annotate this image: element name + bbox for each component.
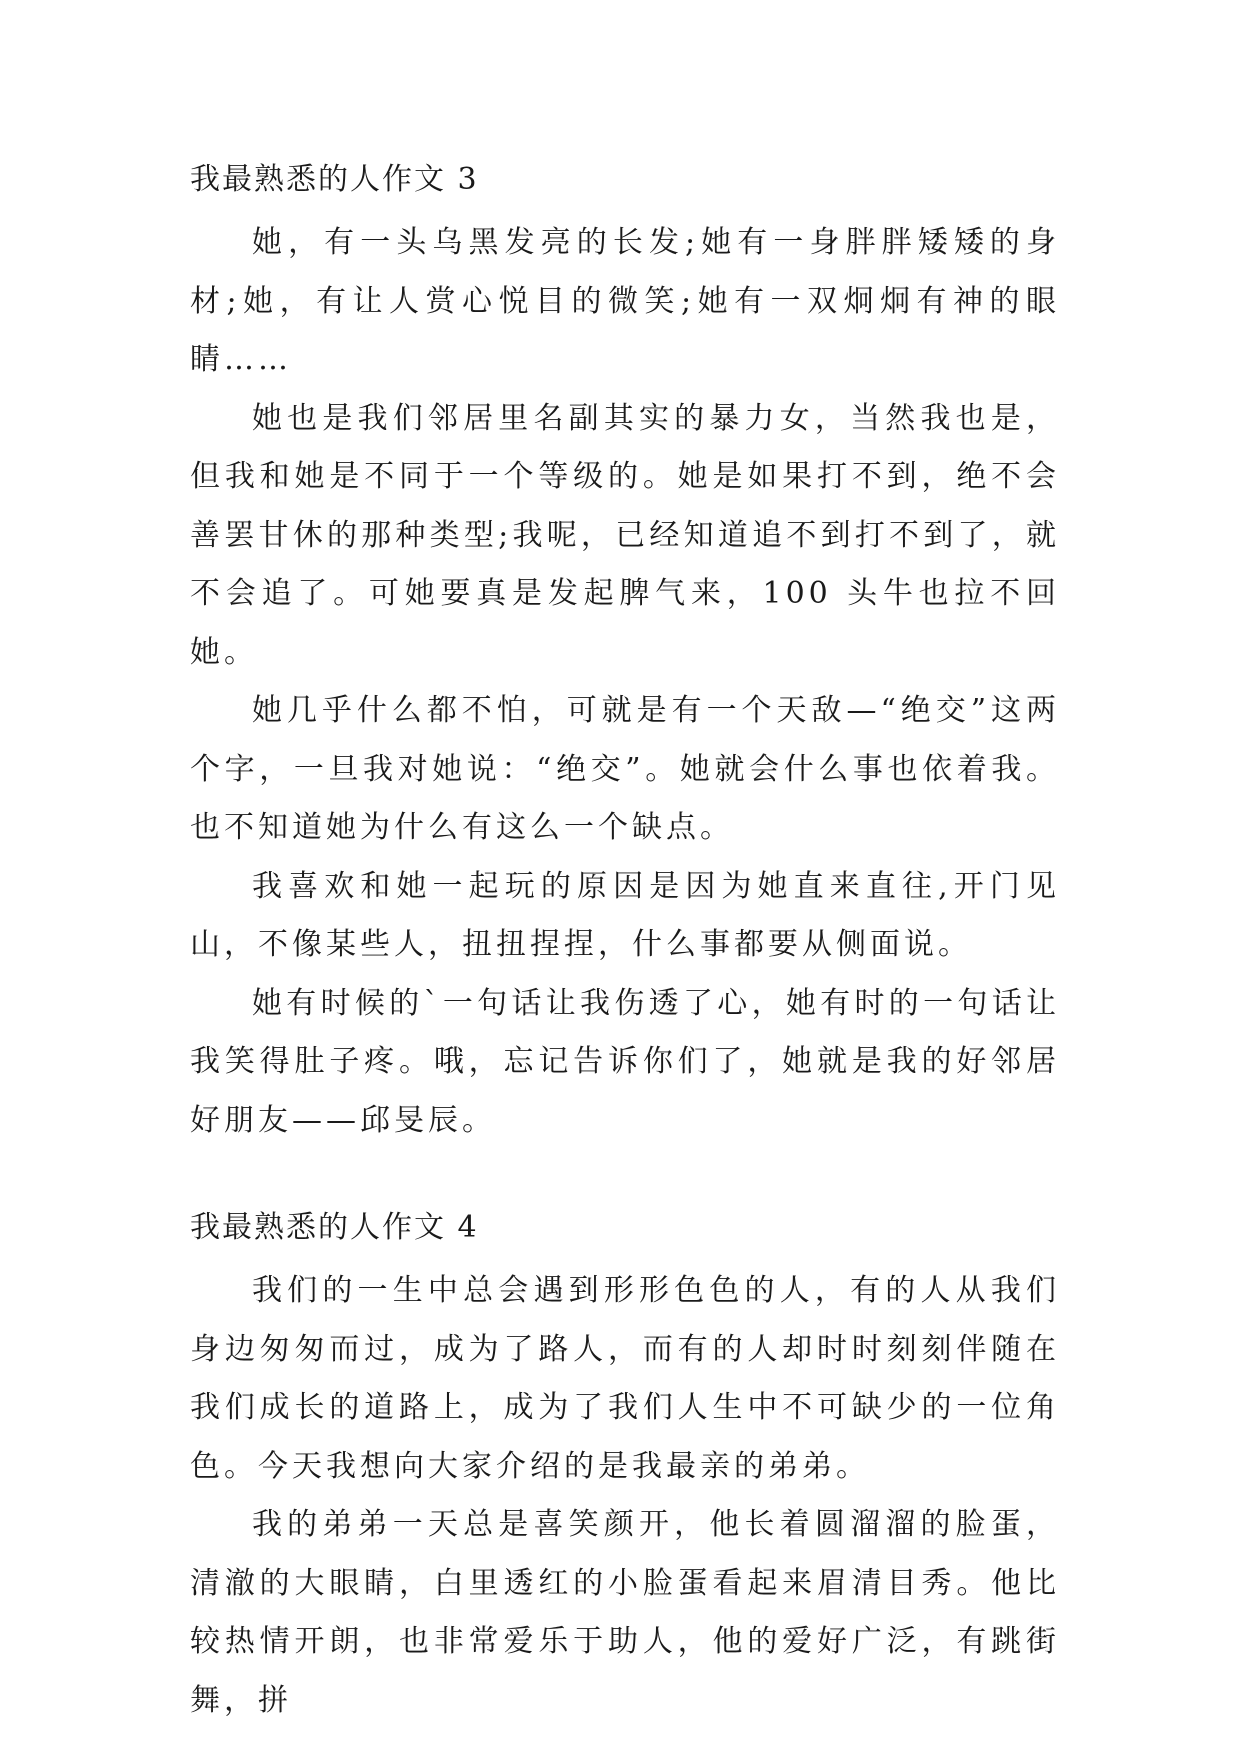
paragraph: 她也是我们邻居里名副其实的暴力女，当然我也是，但我和她是不同于一个等级的。她是如果打不到，绝不会善罢甘休的那种类型;我呢，已经知道追不到打不到了，就不会追了。可她要真是发起脾气来，100 头牛也拉不回她。 <box>190 400 1060 670</box>
paragraph: 我的弟弟一天总是喜笑颜开，他长着圆溜溜的脸蛋，清澈的大眼睛，白里透红的小脸蛋看起来眉清目秀。他比较热情开朗，也非常爱乐于助人，他的爱好广泛，有跳街舞，拼 <box>190 1507 1060 1718</box>
paragraph: 我喜欢和她一起玩的原因是因为她直来直往,开门见山，不像某些人，扭扭捏捏，什么事都要从侧面说。 <box>190 868 1060 962</box>
paragraph: 她几乎什么都不怕，可就是有一个天敌—“绝交”这两个字，一旦我对她说：“绝交”。她就会什么事也依着我。也不知道她为什么有这么一个缺点。 <box>190 693 1060 845</box>
section-title: 我最熟悉的人作文 3 <box>190 162 479 197</box>
document-page <box>190 160 1060 1730</box>
paragraph: 我们的一生中总会遇到形形色色的人，有的人从我们身边匆匆而过，成为了路人，而有的人却时时刻刻伴随在我们成长的道路上，成为了我们人生中不可缺少的一位角色。今天我想向大家介绍的是我最亲的弟弟。 <box>190 1273 1060 1484</box>
paragraph: 她有时候的`一句话让我伤透了心，她有时的一句话让我笑得肚子疼。哦，忘记告诉你们了，她就是我的好邻居好朋友——邱旻辰。 <box>190 985 1060 1138</box>
section-title: 我最熟悉的人作文 4 <box>190 1210 479 1245</box>
paragraph: 她，有一头乌黑发亮的长发;她有一身胖胖矮矮的身材;她，有让人赏心悦目的微笑;她有一双炯炯有神的眼睛…… <box>190 225 1060 377</box>
essay-section-3 <box>190 160 1060 1150</box>
essay-section-4 <box>190 1208 1060 1730</box>
